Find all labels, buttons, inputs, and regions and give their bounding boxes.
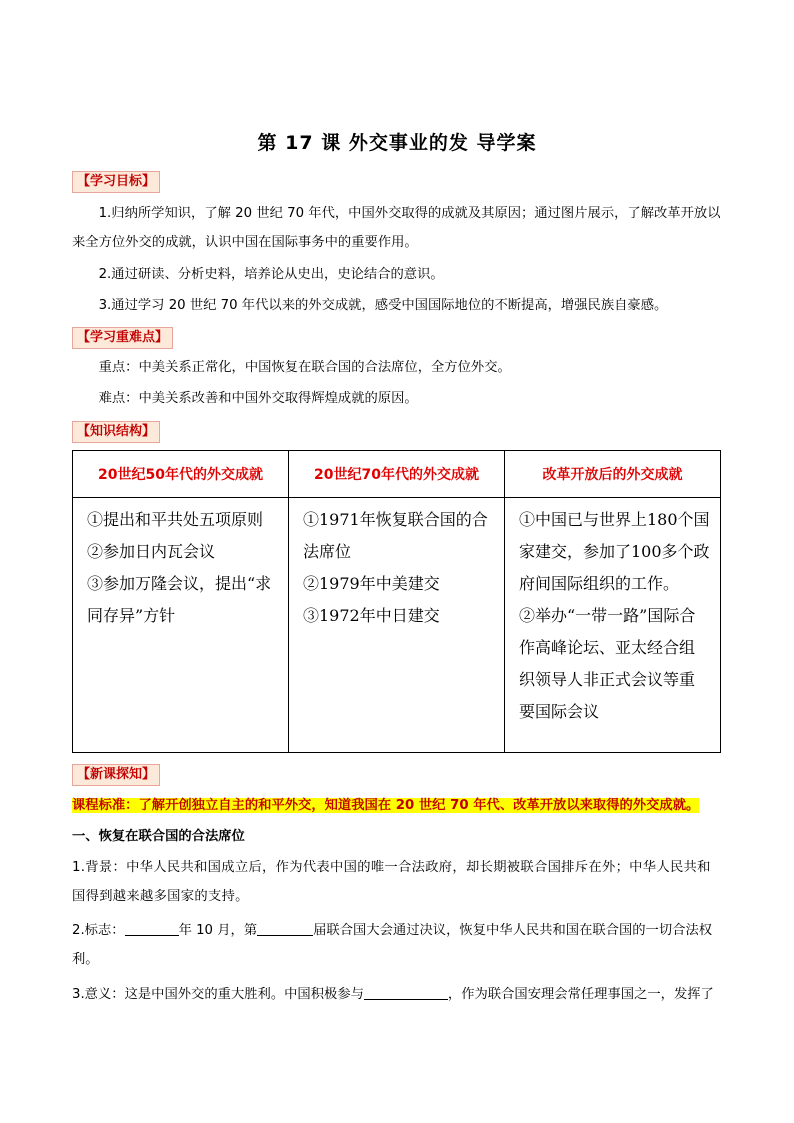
background-paragraph: 1.背景：中华人民共和国成立后，作为代表中国的唯一合法政府，却长期被联合国排斥在外；中华人民共和国得到越来越多国家的支持。 <box>72 860 711 904</box>
meaning-blank[interactable] <box>364 984 448 1000</box>
achievement-item: ①中国已与世界上180个国家建交，参加了100多个政府间国际组织的工作。 <box>519 510 710 593</box>
key-point-focus: 重点：中美关系正常化，中国恢复在联合国的合法席位，全方位外交。 <box>98 360 511 375</box>
meaning-prefix: 3.意义：这是中国外交的重大胜利。中国积极参与 <box>72 987 364 1002</box>
meaning-paragraph <box>72 980 722 1009</box>
curriculum-standard <box>72 791 722 820</box>
key-point-difficulty: 难点：中美关系改善和中国外交取得辉煌成就的原因。 <box>98 391 418 406</box>
column-header-reform: 改革开放后的外交成就 <box>505 451 721 498</box>
achievement-item: ②1979年中美建交 <box>303 574 440 593</box>
column-cell-reform <box>505 498 721 753</box>
column-header-1970s: 20世纪70年代的外交成就 <box>289 451 505 498</box>
meaning-suffix: ，作为联合国安理会常任理事国之一，发挥了 <box>447 987 714 1002</box>
objective-2: 2.通过研读、分析史料，培养论从史出，史论结合的意识。 <box>98 267 444 282</box>
achievement-item: ①提出和平共处五项原则 <box>87 510 264 529</box>
session-blank[interactable] <box>257 920 313 936</box>
sign-prefix: 2.标志： <box>72 923 125 938</box>
section-tag-key-points: 【学习重难点】 <box>72 327 173 349</box>
column-cell-1950s <box>73 498 289 753</box>
column-header-1950s: 20世纪50年代的外交成就 <box>73 451 289 498</box>
page-title: 第 17 课 外交事业的发 导学案 <box>257 132 537 154</box>
achievement-item: ②举办“一带一路”国际合作高峰论坛、亚太经合组织领导人非正式会议等重要国际会议 <box>519 606 696 721</box>
sign-paragraph <box>72 916 722 974</box>
column-cell-1970s <box>289 498 505 753</box>
achievement-item: ②参加日内瓦会议 <box>87 542 216 561</box>
achievement-item: ①1971年恢复联合国的合法席位 <box>303 510 488 561</box>
sign-middle: 年 10 月，第 <box>178 923 258 938</box>
year-blank[interactable] <box>125 920 179 936</box>
achievement-item: ③1972年中日建交 <box>303 606 440 625</box>
section-tag-knowledge: 【知识结构】 <box>72 421 160 443</box>
sign-suffix: 届联合国大会通过决议，恢复中华人民共和国在联合国的一切合法权利。 <box>72 923 713 967</box>
objective-1: 1.归纳所学知识，了解 20 世纪 70 年代，中国外交取得的成就及其原因；通过图片展示，了解改革开放以来全方位外交的成就，认识中国在国际事务中的重要作用。 <box>72 206 721 250</box>
curriculum-standard-text: 课程标准：了解开创独立自主的和平外交，知道我国在 20 世纪 70 年代、改革开放以来取得的外交成就。 <box>72 798 700 813</box>
section-tag-new-lesson: 【新课探知】 <box>72 764 160 786</box>
section-tag-objectives: 【学习目标】 <box>72 171 160 193</box>
objective-3: 3.通过学习 20 世纪 70 年代以来的外交成就，感受中国国际地位的不断提高，增强民族自豪感。 <box>98 298 668 313</box>
achievement-item: ③参加万隆会议，提出“求同存异”方针 <box>87 574 272 625</box>
knowledge-structure-table <box>72 450 721 753</box>
section-heading: 一、恢复在联合国的合法席位 <box>72 829 245 844</box>
